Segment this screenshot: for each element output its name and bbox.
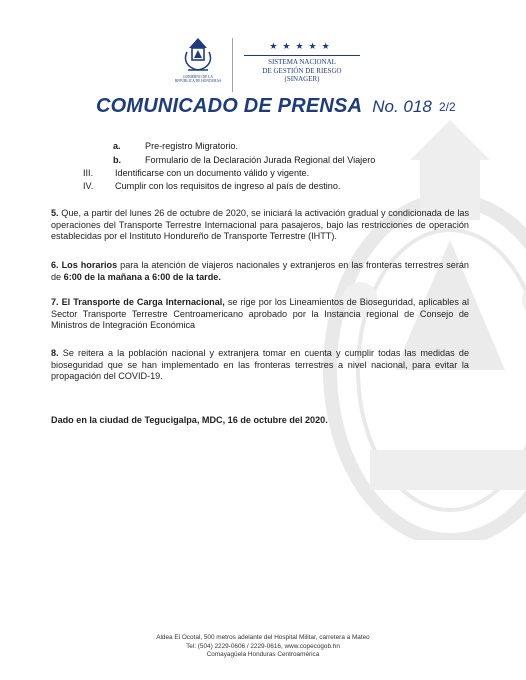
footer-line-3: Comayagüela Honduras Centroamérica xyxy=(206,651,320,659)
footer-line-1: Aldea El Ocotal, 500 metros adelante del Hospital Militar, carretera a Mateo xyxy=(156,634,370,641)
sinager-line-2: DE GESTIÓN DE RIESGO xyxy=(262,66,342,75)
title-number: No. 018 xyxy=(372,97,432,116)
paragraph-lead: 6. Los horarios xyxy=(51,260,118,270)
sinager-line-1: SISTEMA NACIONAL xyxy=(268,58,336,66)
sinager-rule xyxy=(244,55,360,56)
paragraph-7 xyxy=(51,297,469,332)
paragraph-number: 5. xyxy=(51,208,59,218)
page-number: 2/2 xyxy=(439,100,456,114)
list-marker: a. xyxy=(113,141,121,151)
paragraph-6 xyxy=(51,260,469,283)
footer-line-2: Tel: (504) 2229-0606 / 2229-0616, www.copecogob.hn xyxy=(186,642,340,650)
list-text: Identificarse con un documento válido y vigente. xyxy=(115,168,310,178)
paragraph-hours: 6:00 de la mañana a 6:00 de la tarde. xyxy=(63,271,221,282)
sinager-logo xyxy=(240,40,364,84)
paragraph-5 xyxy=(51,208,469,243)
paragraph-text: Se reitera a la población nacional y extranjera tomar en cuenta y cumplir todas las medidas de bioseguridad que se han implementado en las fronteras terrestres a nivel nacional, para evitar la propagación del COVID-19. xyxy=(51,348,469,382)
honduras-emblem-icon xyxy=(181,36,215,74)
paragraph-8 xyxy=(51,348,469,383)
header-divider xyxy=(232,38,233,92)
sinager-line-3: (SINAGER) xyxy=(284,75,320,83)
list-text: Cumplir con los requisitos de ingreso al país de destino. xyxy=(115,181,341,191)
list-text: Pre-registro Migratorio. xyxy=(145,141,238,151)
government-logo xyxy=(168,36,228,84)
stars-icon: ★★★★★ xyxy=(269,41,335,51)
list-marker: IV. xyxy=(83,181,94,191)
paragraph-text: para la atención de viajeros nacionales y extranjeros en las fronteras terrestres serán de xyxy=(51,260,469,282)
list-marker: III. xyxy=(83,168,94,178)
press-release-title xyxy=(96,95,476,121)
list-text: Formulario de la Declaración Jurada Regional del Viajero xyxy=(145,155,376,165)
government-name: GOBIERNO DE LA REPÚBLICA DE HONDURAS xyxy=(174,75,222,84)
list-marker: b. xyxy=(113,155,122,165)
paragraph-text: se rige por los Lineamientos de Bioseguridad, aplicables al Sector Transporte Terrestre Centroamericano aprobado por la Instancia regional de Consejo de Ministros de Integración Económica xyxy=(51,297,469,331)
paragraph-text: Que, a partir del lunes 26 de octubre de 2020, se iniciará la activación gradual y condicionada de las operaciones del Transporte Terrestre Internacional para pasajeros, bajo las restricciones de operación establecidas por el Instituto Hondureño de Transporte Terrestre (IHTT). xyxy=(51,208,469,242)
title-main: COMUNICADO DE PRENSA xyxy=(96,95,363,117)
paragraph-lead: 8. xyxy=(51,348,59,358)
paragraph-lead: 7. El Transporte de Carga Internacional, xyxy=(51,297,225,307)
closing-line: Dado en la ciudad de Tegucigalpa, MDC, 16 de octubre del 2020. xyxy=(51,415,328,425)
footer-address xyxy=(0,634,526,660)
